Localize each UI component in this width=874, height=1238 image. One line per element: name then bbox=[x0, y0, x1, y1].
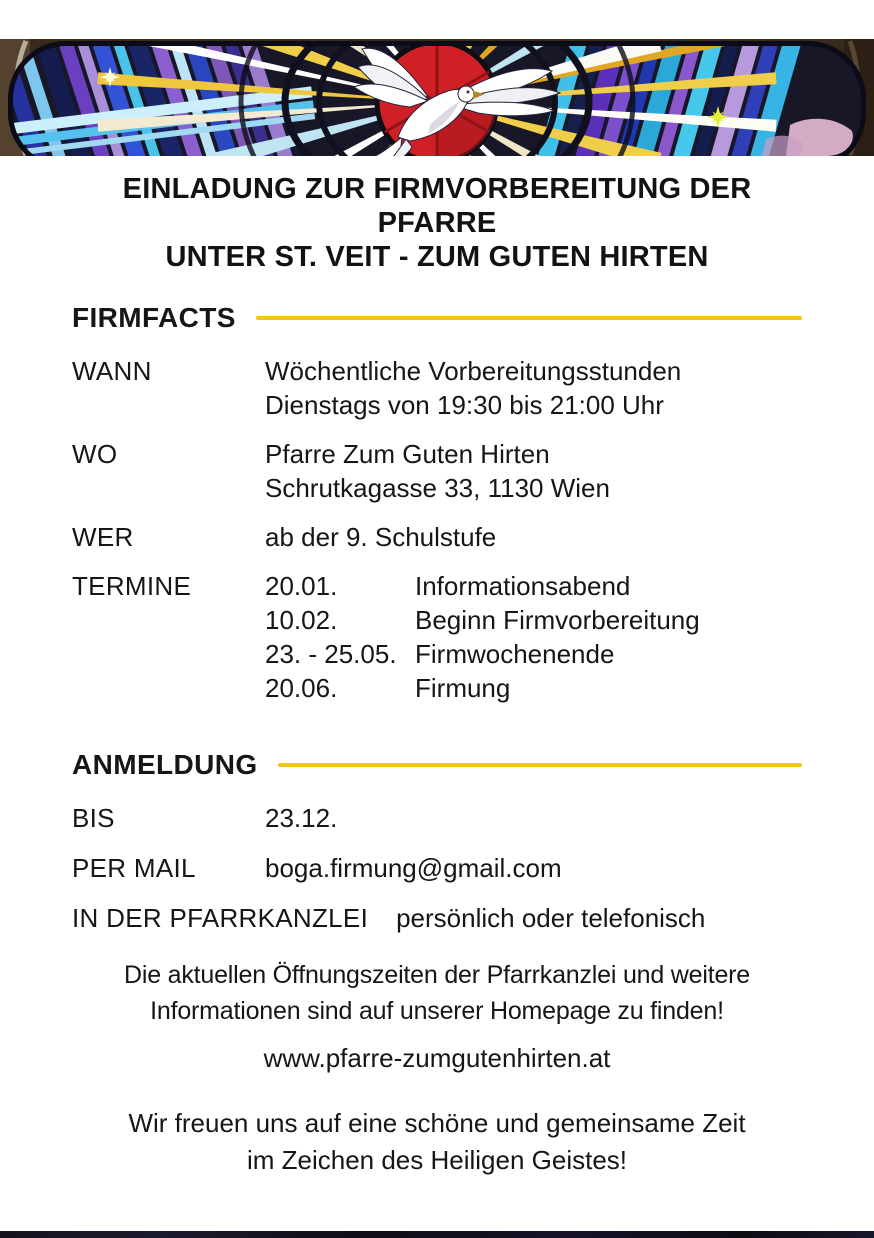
row-label: BIS bbox=[72, 803, 115, 833]
title-line-2: UNTER ST. VEIT - ZUM GUTEN HIRTEN bbox=[165, 241, 709, 273]
value-line: Dienstags von 19:30 bis 21:00 Uhr bbox=[265, 390, 664, 420]
termine-item bbox=[265, 637, 802, 671]
deadline-value: 23.12. bbox=[265, 803, 338, 833]
row-termine bbox=[72, 569, 802, 705]
closing-line: im Zeichen des Heiligen Geistes! bbox=[246, 1145, 628, 1175]
stained-glass-hero-image bbox=[0, 39, 874, 156]
note-line: Die aktuellen Öffnungszeiten der Pfarrkanzlei und weitere bbox=[123, 961, 750, 989]
row-wo bbox=[72, 437, 802, 505]
closing-message bbox=[72, 1105, 802, 1179]
website-url: www.pfarre-zumgutenhirten.at bbox=[263, 1043, 611, 1073]
office-hours-note bbox=[72, 957, 802, 1029]
closing-line: Wir freuen uns auf eine schöne und gemeinsame Zeit bbox=[128, 1108, 746, 1138]
section-rule bbox=[278, 763, 802, 767]
stained-glass-dove-illustration bbox=[0, 39, 874, 156]
row-wann bbox=[72, 354, 802, 422]
row-pfarrkanzlei bbox=[72, 901, 802, 935]
email-address: boga.firmung@gmail.com bbox=[265, 853, 562, 883]
termine-list bbox=[265, 569, 802, 705]
row-per-mail bbox=[72, 851, 802, 885]
termine-date: 20.01. bbox=[265, 571, 338, 601]
termine-date: 10.02. bbox=[265, 605, 338, 635]
termine-date: 20.06. bbox=[265, 673, 338, 703]
row-label: WANN bbox=[72, 356, 152, 386]
section-rule bbox=[256, 316, 802, 320]
section-header-firmfacts bbox=[72, 302, 802, 334]
page-title bbox=[72, 172, 802, 274]
termine-item bbox=[265, 569, 802, 603]
row-label: PER MAIL bbox=[72, 853, 196, 883]
row-wer bbox=[72, 520, 802, 554]
value-line: Pfarre Zum Guten Hirten bbox=[265, 439, 550, 469]
row-value bbox=[265, 437, 610, 505]
termine-item bbox=[265, 603, 802, 637]
bottom-image-strip bbox=[0, 1231, 874, 1238]
termine-event: Firmung bbox=[415, 673, 511, 703]
section-header-anmeldung bbox=[72, 749, 802, 781]
value-line: ab der 9. Schulstufe bbox=[265, 522, 497, 552]
value-line: Wöchentliche Vorbereitungsstunden bbox=[265, 356, 682, 386]
title-line-1: EINLADUNG ZUR FIRMVORBEREITUNG DER PFARRE bbox=[122, 173, 752, 239]
termine-date: 23. - 25.05. bbox=[265, 639, 397, 669]
firmfacts-heading: FIRMFACTS bbox=[72, 302, 236, 333]
row-bis bbox=[72, 801, 802, 835]
note-line: Informationen sind auf unserer Homepage zu finden! bbox=[150, 997, 724, 1025]
row-value bbox=[265, 354, 681, 422]
termine-item bbox=[265, 671, 802, 705]
flyer-content bbox=[72, 156, 802, 1179]
termine-event: Informationsabend bbox=[415, 571, 631, 601]
row-label: WER bbox=[72, 522, 134, 552]
row-label: TERMINE bbox=[72, 571, 192, 601]
row-value bbox=[265, 520, 496, 554]
row-label: WO bbox=[72, 439, 118, 469]
termine-event: Firmwochenende bbox=[415, 639, 615, 669]
anmeldung-heading: ANMELDUNG bbox=[72, 749, 258, 780]
value-line: Schrutkagasse 33, 1130 Wien bbox=[265, 473, 610, 503]
termine-event: Beginn Firmvorbereitung bbox=[415, 605, 700, 635]
row-label: IN DER PFARRKANZLEI bbox=[72, 903, 369, 933]
contact-method: persönlich oder telefonisch bbox=[396, 903, 706, 933]
